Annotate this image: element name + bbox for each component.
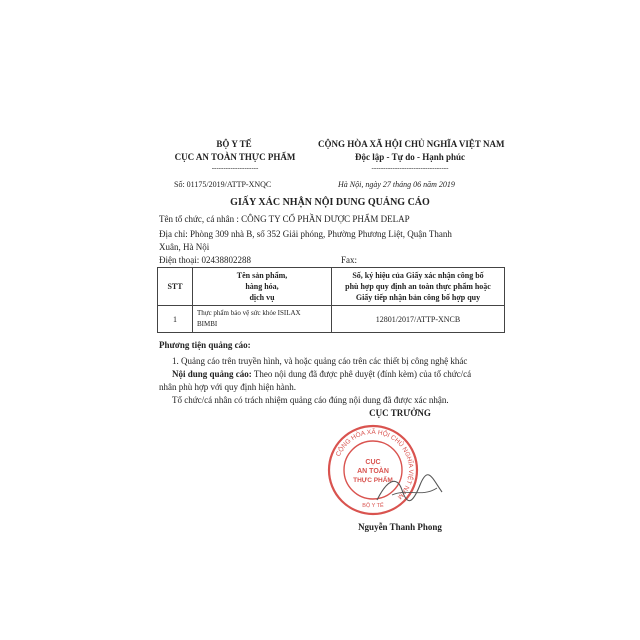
header-reg-line3: Giấy tiếp nhận bản công bố hợp quy <box>355 293 481 302</box>
header-product-line2: hàng hóa, <box>245 282 279 291</box>
doc-number-label: Số: <box>174 180 185 189</box>
content-text1: Theo nội dung đã được phê duyệt (đính kèm) của tổ chức/cá <box>251 369 472 379</box>
cell-product-line1: Thực phẩm bảo vệ sức khỏe ISILAX <box>197 309 301 317</box>
header-registration <box>332 268 505 306</box>
responsibility-statement: Tổ chức/cá nhân có trách nhiệm quảng cáo đúng nội dung đã được xác nhận. <box>172 395 449 405</box>
agency-name: CỤC AN TOÀN THỰC PHẨM <box>174 152 296 162</box>
stamp-center-line3: THỰC PHẨM <box>353 477 393 484</box>
org-phone: Điện thoại: 02438802288 <box>159 255 251 265</box>
header-right-dashes: --------------------------------- <box>371 164 449 172</box>
issue-date: Hà Nội, ngày 27 tháng 06 năm 2019 <box>338 180 455 189</box>
handwritten-signature <box>372 470 452 510</box>
header-product-line3: dịch vụ <box>249 293 275 302</box>
media-heading: Phương tiện quảng cáo: <box>159 340 251 350</box>
org-fax: Fax: <box>341 255 358 265</box>
org-name: Tên tổ chức, cá nhân : CÔNG TY CỔ PHẦN DƯỢC PHẨM DELAP <box>159 214 410 224</box>
header-product <box>193 268 332 306</box>
header-left-dashes: -------------------- <box>211 164 259 172</box>
motto: Độc lập - Tự do - Hạnh phúc <box>354 152 465 162</box>
product-table <box>157 267 505 333</box>
cell-registration: 12801/2017/ATTP-XNCB <box>332 306 505 333</box>
doc-number-value: 01175/2019/ATTP-XNQC <box>186 180 272 189</box>
ministry-name: BỘ Y TẾ <box>216 139 252 149</box>
content-line2: nhân phù hợp với quy định hiện hành. <box>159 382 297 392</box>
org-address-line2: Xuân, Hà Nội <box>159 242 210 252</box>
signer-title: CỤC TRƯỞNG <box>369 408 431 418</box>
cell-product-line2: BIMBI <box>197 320 218 328</box>
document-title: GIẤY XÁC NHẬN NỘI DUNG QUẢNG CÁO <box>230 197 430 208</box>
country-name: CỘNG HÒA XÃ HỘI CHỦ NGHĨA VIỆT NAM <box>318 139 505 149</box>
header-reg-line1: Số, ký hiệu của Giấy xác nhận công bố <box>352 271 484 280</box>
stamp-center-line2: AN TOÀN <box>357 468 389 475</box>
cell-product <box>193 306 332 333</box>
header-reg-line2: phù hợp quy định an toàn thực phẩm hoặc <box>345 282 491 291</box>
content-label: Nội dung quảng cáo: <box>172 369 252 379</box>
stamp-bottom-text: BỘ Y TẾ <box>362 503 384 509</box>
doc-number <box>174 180 271 189</box>
org-address-line1: Địa chỉ: Phòng 309 nhà B, số 352 Giải phóng, Phường Phương Liệt, Quận Thanh <box>159 229 452 239</box>
cell-stt: 1 <box>158 306 193 333</box>
table-header-row <box>158 268 505 306</box>
header-product-line1: Tên sản phẩm, <box>236 271 288 280</box>
stamp-ring-text: CỘNG HÒA XÃ HỘI CHỦ NGHĨA VIỆT NAM <box>334 428 415 501</box>
signer-name: Nguyễn Thanh Phong <box>358 522 442 532</box>
content-line1 <box>172 369 471 379</box>
stamp-center-line1: CỤC <box>365 459 381 466</box>
table-row <box>158 306 505 333</box>
media-item: 1. Quảng cáo trên truyền hình, và hoặc quảng cáo trên các thiết bị công nghệ khác <box>172 356 468 366</box>
header-stt: STT <box>158 268 193 306</box>
